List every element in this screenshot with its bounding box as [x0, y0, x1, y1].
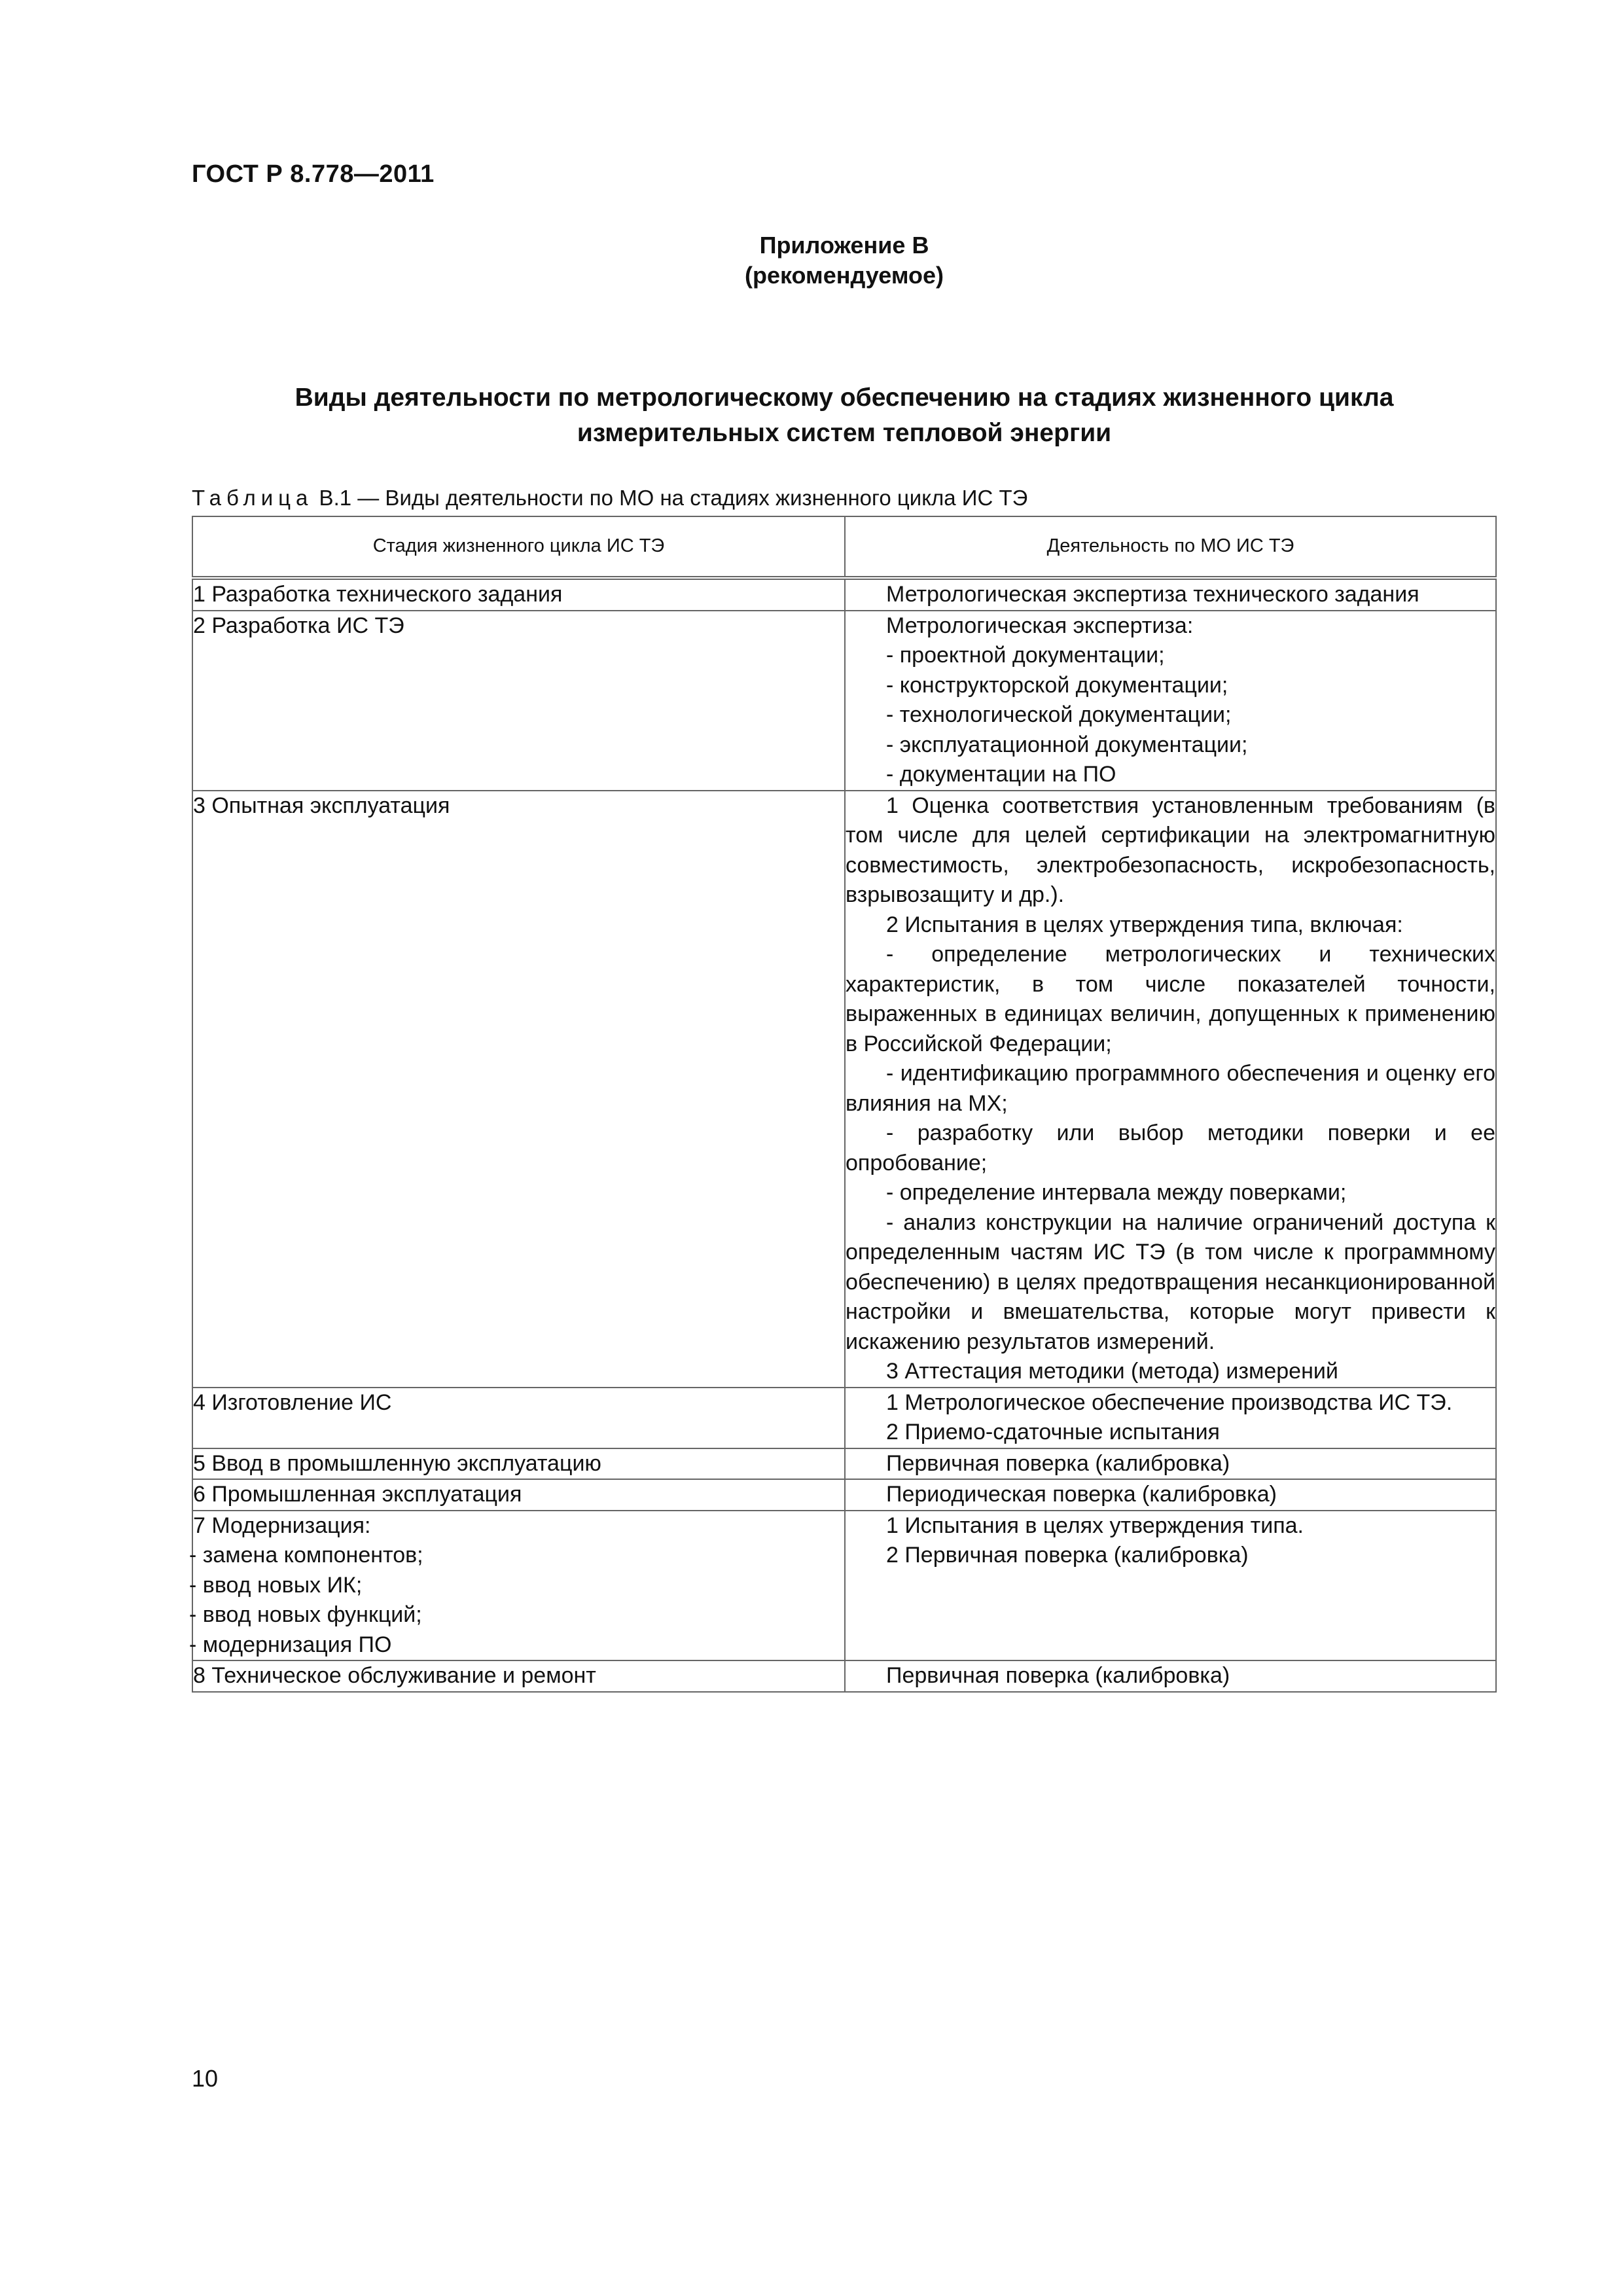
page-number: 10: [192, 2065, 219, 2092]
activity-paragraph: - анализ конструкции на наличие ограничений доступа к определенным частям ИС ТЭ (в том числе к программному обеспечению) в целях предотвращения несанкционированной настройки и вмешательства, которые могут привести к искажению результатов измерений.: [846, 1210, 1495, 1354]
activity-cell: [845, 1448, 1496, 1480]
table-caption: [192, 485, 1027, 511]
table-header-row: [192, 516, 1496, 578]
activity-line: - документации на ПО: [886, 762, 1116, 787]
activity-cell: [845, 1660, 1496, 1692]
table-row: [192, 1660, 1496, 1692]
section-title-line-2: измерительных систем тепловой энергии: [577, 419, 1112, 447]
stage-label: 4 Изготовление ИС: [193, 1390, 392, 1415]
standard-code: ГОСТ Р 8.778—2011: [192, 160, 435, 188]
activity-line: Первичная поверка (калибровка): [886, 1450, 1230, 1476]
activity-cell: [845, 578, 1496, 611]
stage-label: 5 Ввод в промышленную эксплуатацию: [193, 1450, 601, 1476]
activity-paragraph: 1 Метрологическое обеспечение производства ИС ТЭ.: [886, 1390, 1453, 1415]
appendix-title: Приложение В: [759, 232, 929, 259]
stage-cell: [192, 1388, 845, 1448]
activity-line: Метрологическая экспертиза:: [886, 613, 1194, 638]
stage-sub-item: - ввод новых ИК;: [189, 1572, 363, 1598]
column-header-activity: Деятельность по МО ИС ТЭ: [845, 516, 1496, 578]
activity-cell: [845, 1388, 1496, 1448]
activity-paragraph: - идентификацию программного обеспечения и оценку его влияния на МХ;: [846, 1061, 1495, 1116]
activity-line: - эксплуатационной документации;: [886, 732, 1248, 757]
stage-sub-item: - модернизация ПО: [189, 1632, 392, 1657]
activity-paragraph: 2 Испытания в целях утверждения типа, включая:: [886, 912, 1403, 937]
stage-label: 6 Промышленная эксплуатация: [193, 1482, 522, 1507]
table-row: [192, 578, 1496, 611]
activity-paragraph: 2 Приемо-сдаточные испытания: [886, 1420, 1220, 1444]
activity-paragraph: - определение метрологических и технических характеристик, в том числе показателей точности, выраженных в единицах величин, допущенных к применению в Российской Федерации;: [846, 942, 1495, 1056]
activity-paragraph: 1 Испытания в целях утверждения типа.: [886, 1513, 1304, 1538]
stage-cell: [192, 1479, 845, 1511]
activity-line: - конструкторской документации;: [886, 672, 1228, 698]
activity-cell: [845, 611, 1496, 791]
activity-paragraph: - определение интервала между поверками;: [886, 1180, 1347, 1205]
stage-cell: [192, 611, 845, 791]
activity-line: - технологической документации;: [886, 702, 1232, 727]
table-row: [192, 791, 1496, 1388]
appendix-status: (рекомендуемое): [745, 262, 944, 289]
activity-cell: [845, 791, 1496, 1388]
stage-label: 3 Опытная эксплуатация: [193, 793, 450, 818]
activity-paragraph: - разработку или выбор методики поверки и ее опробование;: [846, 1121, 1495, 1175]
table-caption-text: В.1 — Виды деятельности по МО на стадиях жизненного цикла ИС ТЭ: [313, 486, 1028, 510]
activity-paragraph: 2 Первичная поверка (калибровка): [886, 1543, 1249, 1568]
stage-label: 1 Разработка технического задания: [193, 582, 563, 607]
stage-cell: [192, 578, 845, 611]
table-row: [192, 1479, 1496, 1511]
stage-cell: [192, 791, 845, 1388]
column-header-stage: Стадия жизненного цикла ИС ТЭ: [192, 516, 845, 578]
table-row: [192, 611, 1496, 791]
section-title-line-1: Виды деятельности по метрологическому обеспечению на стадиях жизненного цикла: [294, 384, 1394, 412]
activity-cell: [845, 1479, 1496, 1511]
table-row: [192, 1388, 1496, 1448]
stage-label: 2 Разработка ИС ТЭ: [193, 613, 404, 638]
stage-label: 7 Модернизация:: [193, 1513, 371, 1538]
stage-sub-item: - замена компонентов;: [189, 1543, 423, 1568]
stage-cell: [192, 1660, 845, 1692]
stage-cell: [189, 1511, 845, 1661]
activity-paragraph: 3 Аттестация методики (метода) измерений: [886, 1359, 1338, 1384]
activities-table: [189, 516, 1497, 1693]
activity-cell: [845, 1511, 1496, 1661]
activity-line: Первичная поверка (калибровка): [886, 1663, 1230, 1688]
table-row: [192, 1511, 1496, 1661]
activity-paragraph: 1 Оценка соответствия установленным требованиям (в том числе для целей сертификации на электромагнитную совместимость, электробезопасность, искробезопасность, взрывозащиту и др.).: [846, 793, 1495, 907]
stage-label: 8 Техническое обслуживание и ремонт: [193, 1663, 596, 1688]
table-caption-label: Таблица: [192, 486, 313, 510]
activity-line: - проектной документации;: [886, 643, 1165, 668]
table-row: [192, 1448, 1496, 1480]
activity-line: Метрологическая экспертиза технического задания: [886, 582, 1419, 607]
stage-sub-item: - ввод новых функций;: [189, 1602, 422, 1627]
activity-line: Периодическая поверка (калибровка): [886, 1482, 1277, 1507]
stage-cell: [192, 1448, 845, 1480]
